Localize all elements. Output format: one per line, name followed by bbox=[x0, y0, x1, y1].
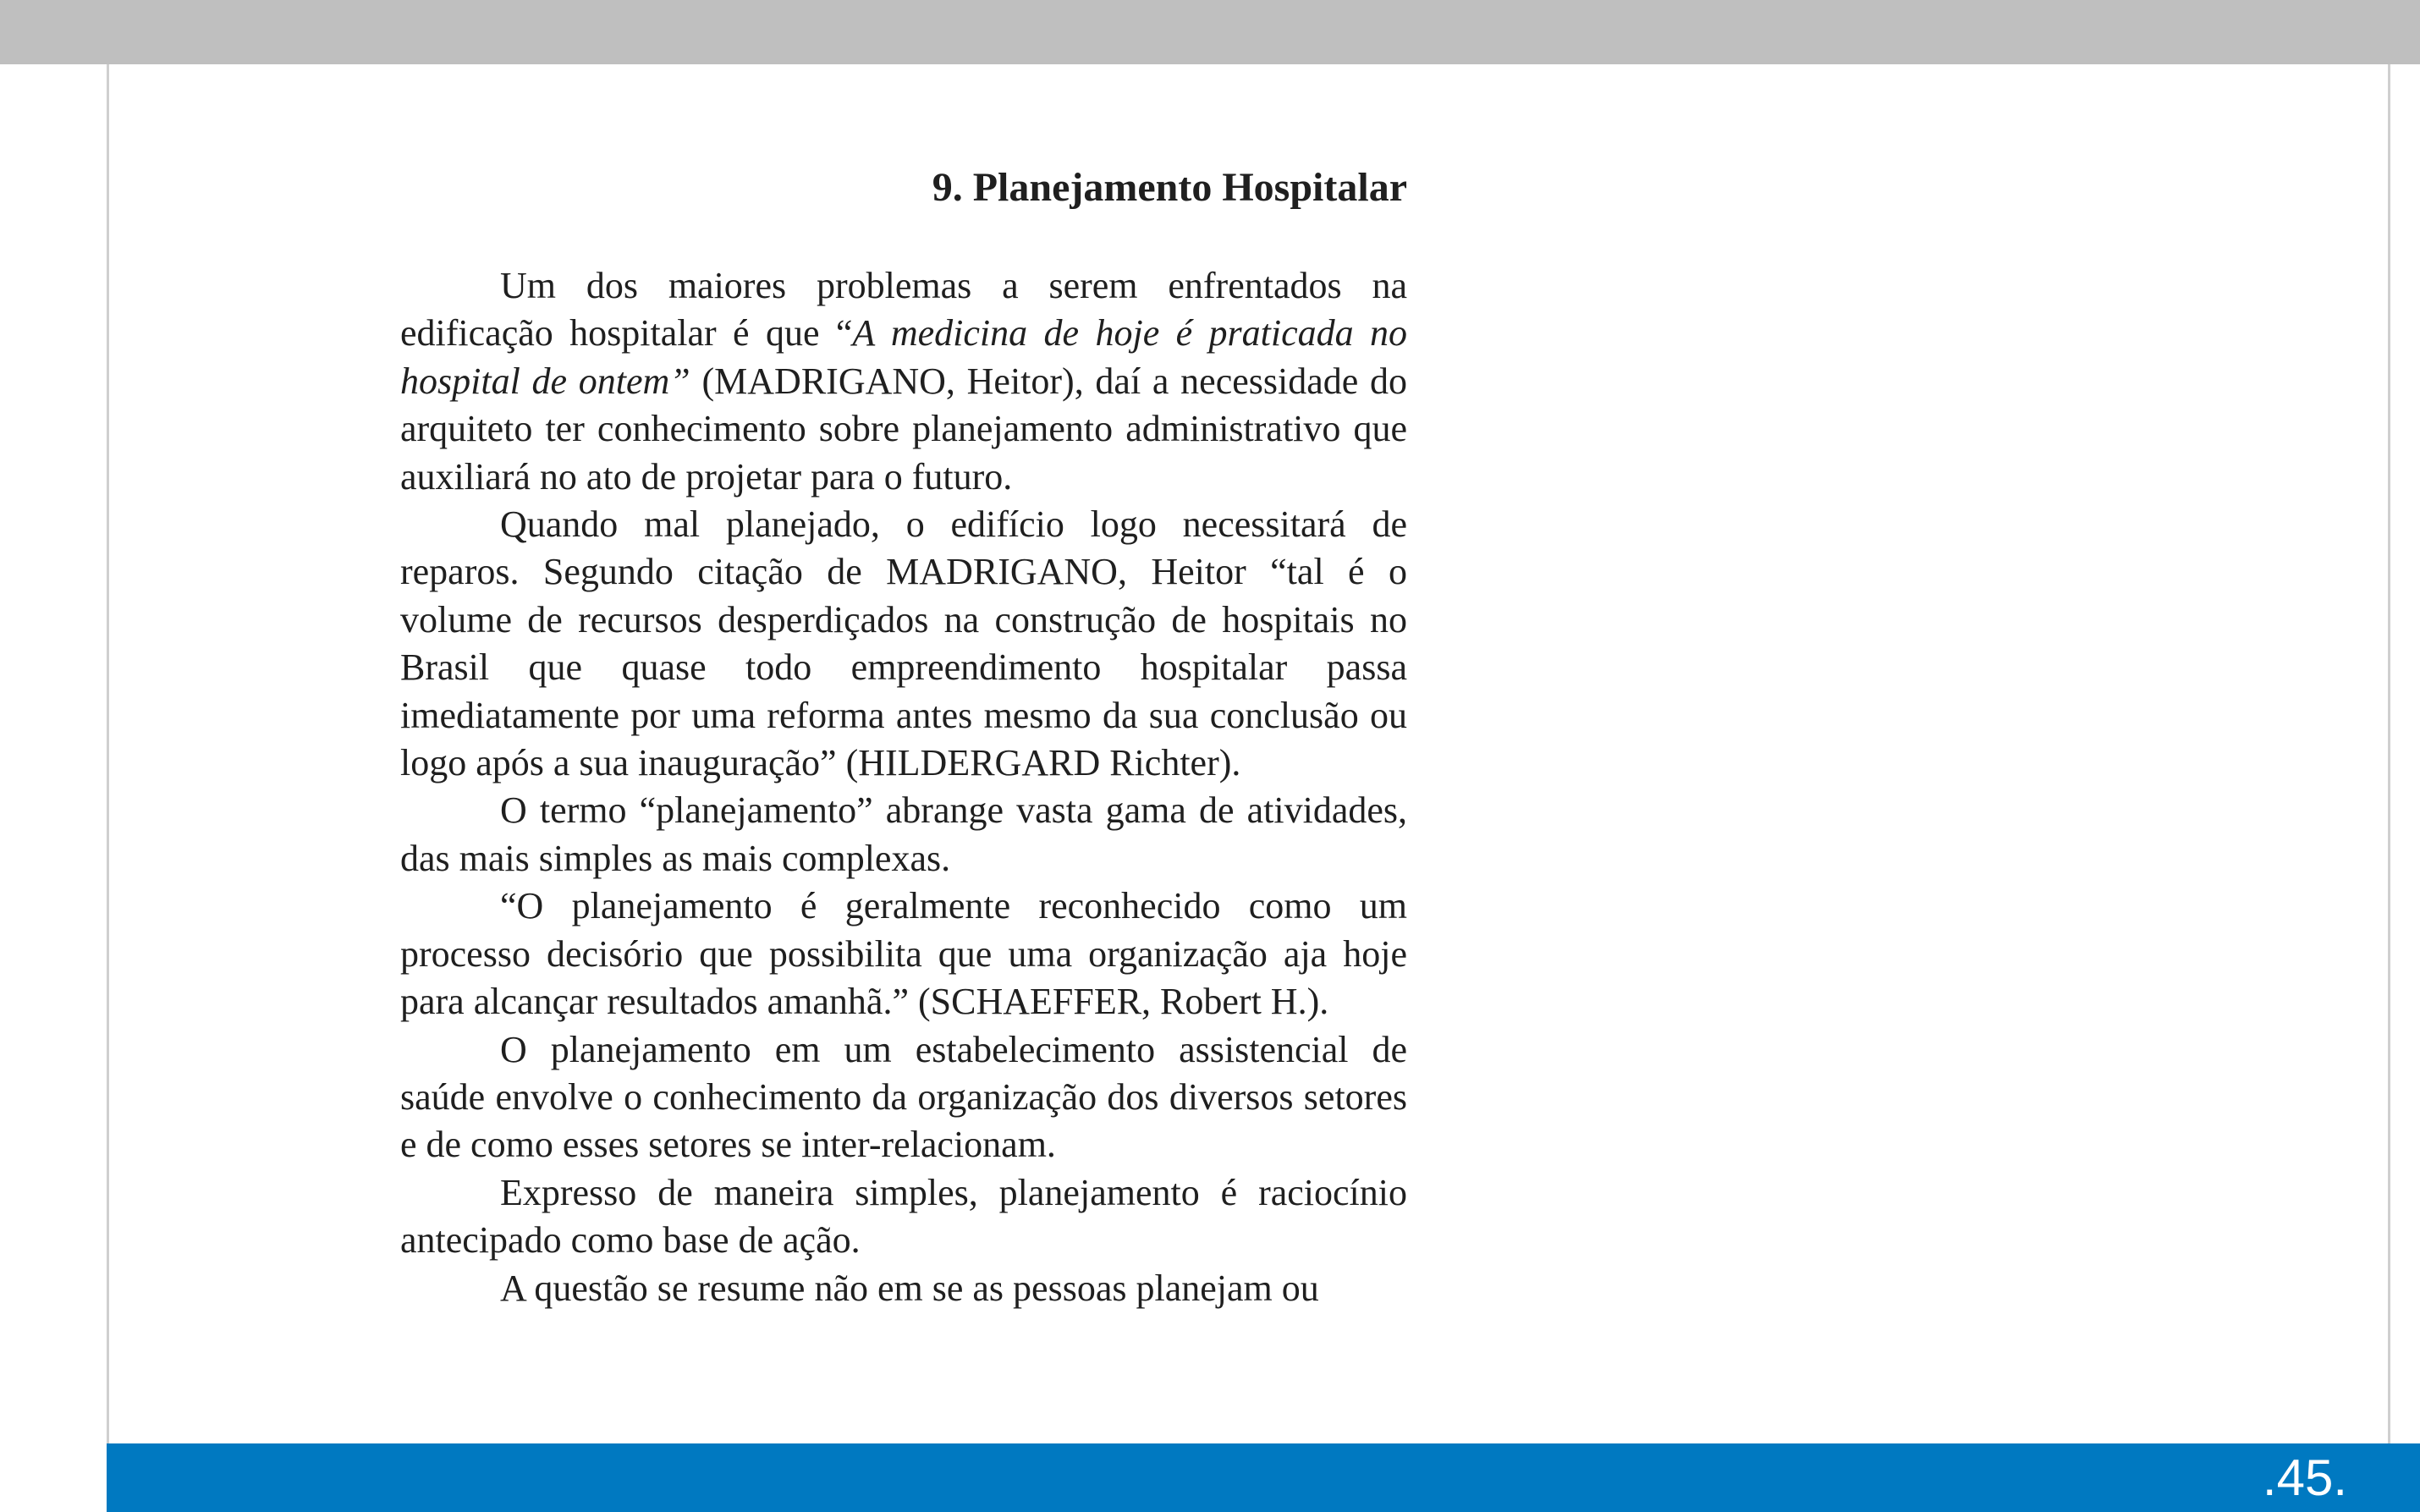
paragraph-6: Expresso de maneira simples, planejamento é raciocínio antecipado como base de ação. bbox=[400, 1171, 1407, 1262]
page-number: .45. bbox=[2262, 1449, 2347, 1506]
footer-bar bbox=[107, 1443, 2420, 1512]
paragraph-5: O planejamento em um estabelecimento assistencial de saúde envolve o conhecimento da organização dos diversos setores e de como esses setores se inter-relacionam. bbox=[400, 1028, 1407, 1166]
page-edge-right bbox=[2388, 64, 2390, 1443]
paragraph-4: “O planejamento é geralmente reconhecido como um processo decisório que possibilita que uma organização aja hoje para alcançar resultados amanhã.” (SCHAEFFER, Robert H.). bbox=[400, 885, 1407, 1023]
paragraph-2: Quando mal planejado, o edifício logo necessitará de reparos. Segundo citação de MADRIGANO, Heitor “tal é o volume de recursos desperdiçados na construção de hospitais no Brasil que quase todo empreendimento hospitalar passa imediatamente por uma reforma antes mesmo da sua conclusão ou logo após a sua inauguração” (HILDERGARD Richter). bbox=[400, 503, 1407, 784]
paragraph-1 bbox=[400, 262, 1407, 501]
paragraph-1-rest: (MADRIGANO, Heitor), daí a necessidade do arquiteto ter conhecimento sobre planejamento administrativo que auxiliará no ato de projetar para o futuro. bbox=[400, 360, 1408, 498]
top-bar bbox=[0, 0, 2420, 64]
paragraph-3: O termo “planejamento” abrange vasta gama de atividades, das mais simples as mais complexas. bbox=[400, 789, 1407, 879]
paragraph-1-intro: Um dos maiores problemas a serem enfrentados na edificação hospitalar é que “ bbox=[400, 265, 1407, 355]
paragraph-1-quote: A medicina de hoje é praticada no hospital de ontem” bbox=[400, 312, 1408, 402]
page-content bbox=[400, 162, 1407, 1312]
section-title: 9. Planejamento Hospitalar bbox=[932, 165, 1407, 210]
page-edge-left bbox=[107, 64, 109, 1443]
paragraph-7: A questão se resume não em se as pessoas planejam ou bbox=[500, 1267, 1319, 1309]
